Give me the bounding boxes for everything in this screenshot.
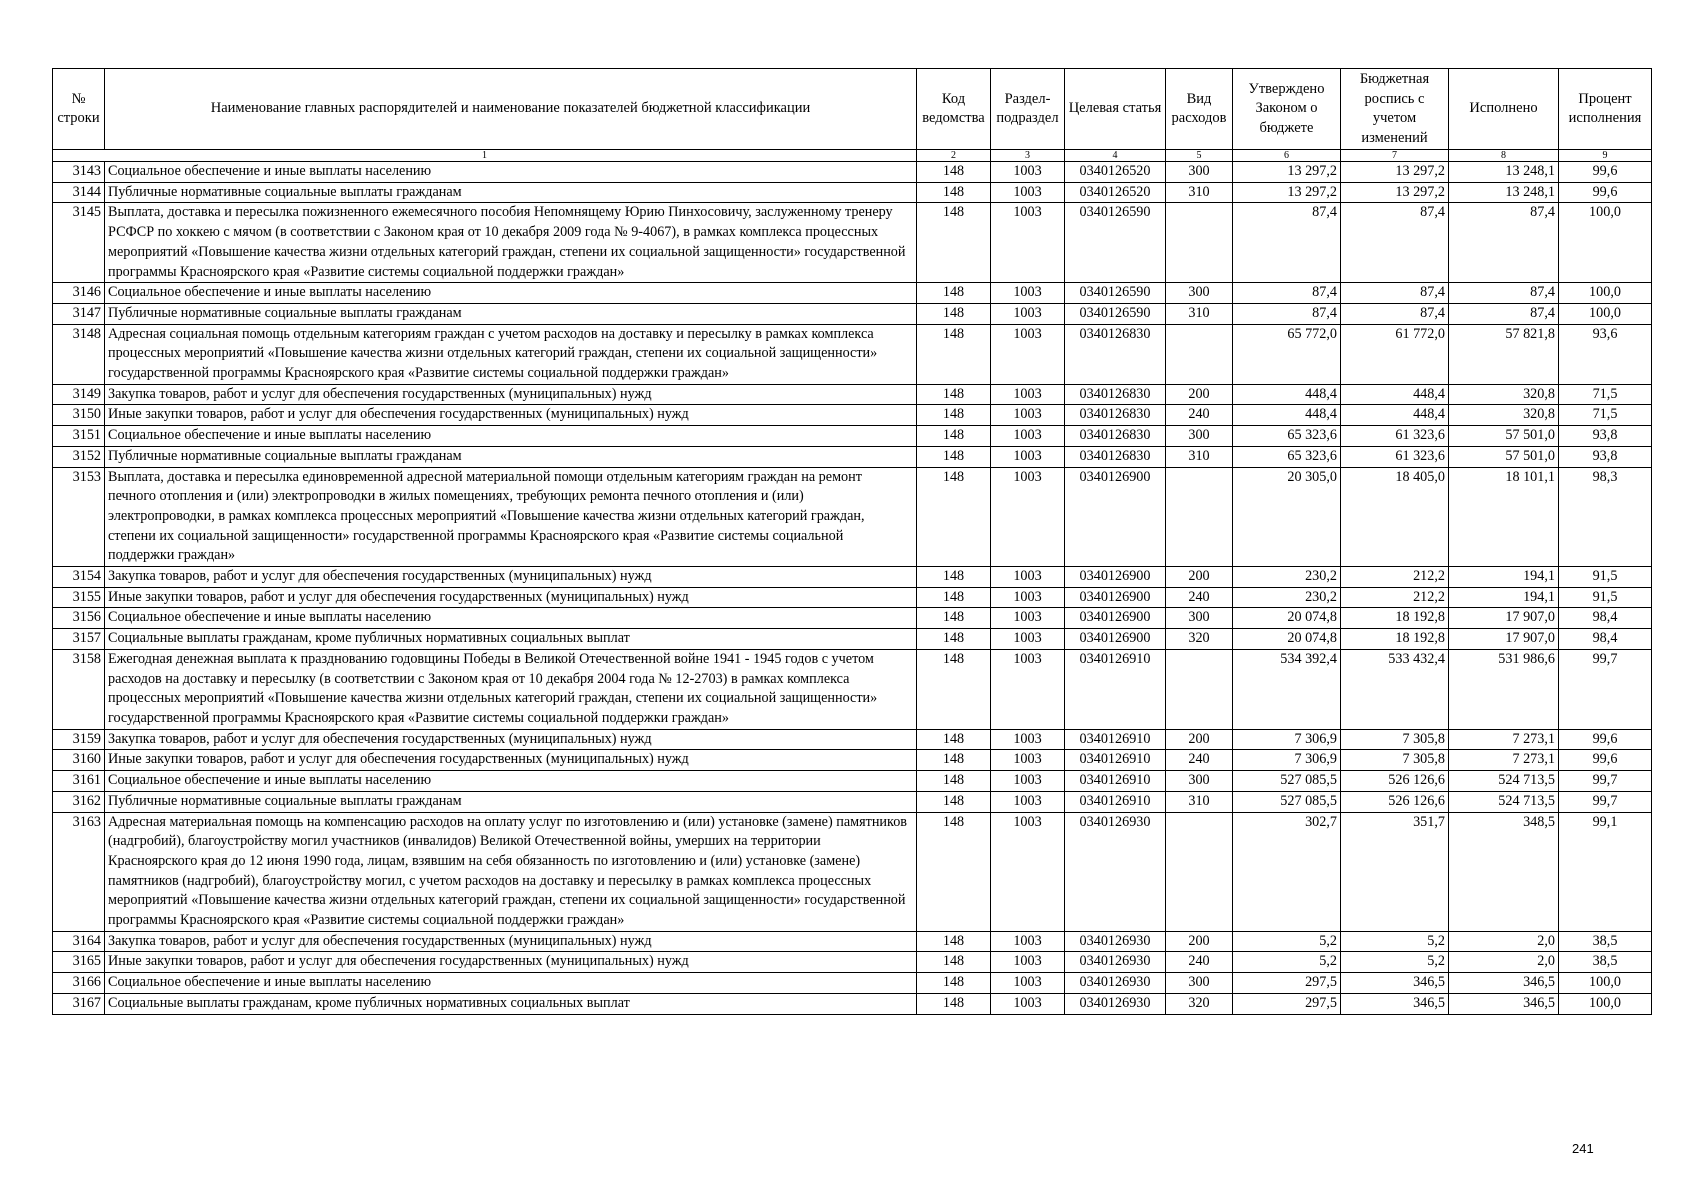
budget-amount: 212,2: [1341, 587, 1449, 608]
dept-code: 148: [917, 162, 991, 183]
section-code: 1003: [991, 587, 1065, 608]
section-code: 1003: [991, 729, 1065, 750]
target-article: 0340126910: [1065, 750, 1166, 771]
header-target-article: Целевая статья: [1065, 69, 1166, 150]
expense-type: [1166, 203, 1233, 283]
table-row: [53, 426, 1652, 447]
budget-amount: 5,2: [1341, 931, 1449, 952]
execution-percent: 38,5: [1559, 931, 1652, 952]
budget-amount: 346,5: [1341, 993, 1449, 1014]
execution-percent: 91,5: [1559, 587, 1652, 608]
executed-amount: 524 713,5: [1449, 771, 1559, 792]
execution-percent: 98,4: [1559, 608, 1652, 629]
approved-amount: 65 772,0: [1233, 324, 1341, 384]
table-row: [53, 182, 1652, 203]
row-name: Публичные нормативные социальные выплаты гражданам: [105, 303, 917, 324]
section-code: 1003: [991, 567, 1065, 588]
expense-type: 310: [1166, 446, 1233, 467]
expense-type: 240: [1166, 405, 1233, 426]
row-number: 3146: [53, 283, 105, 304]
section-code: 1003: [991, 812, 1065, 931]
approved-amount: 527 085,5: [1233, 771, 1341, 792]
target-article: 0340126910: [1065, 771, 1166, 792]
row-name: Закупка товаров, работ и услуг для обеспечения государственных (муниципальных) нужд: [105, 567, 917, 588]
target-article: 0340126900: [1065, 587, 1166, 608]
target-article: 0340126590: [1065, 203, 1166, 283]
budget-execution-table: [52, 68, 1652, 1015]
table-row: [53, 203, 1652, 283]
executed-amount: 87,4: [1449, 283, 1559, 304]
table-row: [53, 750, 1652, 771]
target-article: 0340126930: [1065, 952, 1166, 973]
target-article: 0340126930: [1065, 993, 1166, 1014]
executed-amount: 57 501,0: [1449, 426, 1559, 447]
row-name: Адресная социальная помощь отдельным категориям граждан с учетом расходов на доставку и пересылку в рамках комплекса процессных мероприятий «Повышение качества жизни отдельных категорий граждан, степени их социальной защищенности» государственной программы Красноярского края «Развитие системы социальной поддержки граждан»: [105, 324, 917, 384]
expense-type: 300: [1166, 771, 1233, 792]
section-code: 1003: [991, 931, 1065, 952]
section-code: 1003: [991, 283, 1065, 304]
expense-type: 310: [1166, 303, 1233, 324]
dept-code: 148: [917, 791, 991, 812]
table-row: [53, 931, 1652, 952]
header-expense-type: Вид расходов: [1166, 69, 1233, 150]
section-code: 1003: [991, 608, 1065, 629]
expense-type: 300: [1166, 608, 1233, 629]
dept-code: 148: [917, 426, 991, 447]
row-number: 3154: [53, 567, 105, 588]
execution-percent: 99,7: [1559, 771, 1652, 792]
section-code: 1003: [991, 303, 1065, 324]
dept-code: 148: [917, 182, 991, 203]
budget-amount: 13 297,2: [1341, 182, 1449, 203]
row-name: Социальное обеспечение и иные выплаты населению: [105, 162, 917, 183]
dept-code: 148: [917, 405, 991, 426]
header-name: Наименование главных распорядителей и наименование показателей бюджетной классификации: [105, 69, 917, 150]
approved-amount: 87,4: [1233, 303, 1341, 324]
execution-percent: 99,1: [1559, 812, 1652, 931]
table-row: [53, 384, 1652, 405]
budget-amount: 61 772,0: [1341, 324, 1449, 384]
row-name: Иные закупки товаров, работ и услуг для обеспечения государственных (муниципальных) нужд: [105, 587, 917, 608]
column-number: 8: [1449, 150, 1559, 162]
section-code: 1003: [991, 973, 1065, 994]
table-row: [53, 608, 1652, 629]
dept-code: 148: [917, 446, 991, 467]
row-number: 3161: [53, 771, 105, 792]
row-name: Социальное обеспечение и иные выплаты населению: [105, 771, 917, 792]
dept-code: 148: [917, 973, 991, 994]
executed-amount: 17 907,0: [1449, 608, 1559, 629]
row-name: Публичные нормативные социальные выплаты гражданам: [105, 446, 917, 467]
budget-amount: 5,2: [1341, 952, 1449, 973]
row-number: 3162: [53, 791, 105, 812]
executed-amount: 346,5: [1449, 973, 1559, 994]
dept-code: 148: [917, 324, 991, 384]
table-row: [53, 162, 1652, 183]
execution-percent: 100,0: [1559, 973, 1652, 994]
dept-code: 148: [917, 993, 991, 1014]
row-number: 3147: [53, 303, 105, 324]
row-number: 3150: [53, 405, 105, 426]
row-number: 3149: [53, 384, 105, 405]
section-code: 1003: [991, 162, 1065, 183]
execution-percent: 93,8: [1559, 446, 1652, 467]
executed-amount: 18 101,1: [1449, 467, 1559, 567]
dept-code: 148: [917, 283, 991, 304]
column-number: 6: [1233, 150, 1341, 162]
target-article: 0340126830: [1065, 384, 1166, 405]
approved-amount: 87,4: [1233, 203, 1341, 283]
column-number: 3: [991, 150, 1065, 162]
row-name: Выплата, доставка и пересылка единовременной адресной материальной помощи отдельным категориям граждан на ремонт печного отопления и (или) электропроводки в жилых помещениях, требующих ремонта печного отопления и (или) электропроводки, в рамках комплекса процессных мероприятий «Повышение качества жизни отдельных категорий граждан, степени их социальной защищенности» государственной программы Красноярского края «Развитие системы социальной поддержки граждан»: [105, 467, 917, 567]
table-row: [53, 446, 1652, 467]
budget-amount: 7 305,8: [1341, 729, 1449, 750]
execution-percent: 38,5: [1559, 952, 1652, 973]
approved-amount: 7 306,9: [1233, 750, 1341, 771]
executed-amount: 346,5: [1449, 993, 1559, 1014]
section-code: 1003: [991, 467, 1065, 567]
executed-amount: 524 713,5: [1449, 791, 1559, 812]
dept-code: 148: [917, 812, 991, 931]
section-code: 1003: [991, 384, 1065, 405]
execution-percent: 91,5: [1559, 567, 1652, 588]
execution-percent: 99,6: [1559, 729, 1652, 750]
execution-percent: 93,6: [1559, 324, 1652, 384]
row-number: 3157: [53, 629, 105, 650]
expense-type: [1166, 324, 1233, 384]
row-number: 3148: [53, 324, 105, 384]
budget-amount: 212,2: [1341, 567, 1449, 588]
header-section: Раздел-подраздел: [991, 69, 1065, 150]
target-article: 0340126930: [1065, 931, 1166, 952]
approved-amount: 20 074,8: [1233, 608, 1341, 629]
row-number: 3158: [53, 649, 105, 729]
dept-code: 148: [917, 203, 991, 283]
row-number: 3151: [53, 426, 105, 447]
section-code: 1003: [991, 649, 1065, 729]
row-name: Публичные нормативные социальные выплаты гражданам: [105, 791, 917, 812]
row-name: Адресная материальная помощь на компенсацию расходов на оплату услуг по изготовлению и (или) установке (замене) памятников (надгробий), благоустройству могил участников (инвалидов) Великой Отечественной войны, умерших на территории Красноярского края до 12 июня 1990 года, лицам, взявшим на себя обязанность по изготовлению и (или) установке (замене) памятников (надгробий), благоустройству могил, с учетом расходов на доставку и пересылку в рамках комплекса процессных мероприятий «Повышение качества жизни отдельных категорий граждан, степени их социальной защищенности» государственной программы Красноярского края «Развитие системы социальной поддержки граждан»: [105, 812, 917, 931]
dept-code: 148: [917, 608, 991, 629]
execution-percent: 99,6: [1559, 182, 1652, 203]
row-name: Социальные выплаты гражданам, кроме публичных нормативных социальных выплат: [105, 993, 917, 1014]
executed-amount: 320,8: [1449, 384, 1559, 405]
expense-type: 310: [1166, 791, 1233, 812]
approved-amount: 65 323,6: [1233, 446, 1341, 467]
table-row: [53, 771, 1652, 792]
row-number: 3160: [53, 750, 105, 771]
row-number: 3166: [53, 973, 105, 994]
dept-code: 148: [917, 567, 991, 588]
target-article: 0340126900: [1065, 567, 1166, 588]
table-row: [53, 791, 1652, 812]
expense-type: 200: [1166, 729, 1233, 750]
header-row-no: № строки: [53, 69, 105, 150]
execution-percent: 93,8: [1559, 426, 1652, 447]
row-name: Закупка товаров, работ и услуг для обеспечения государственных (муниципальных) нужд: [105, 931, 917, 952]
dept-code: 148: [917, 467, 991, 567]
expense-type: 200: [1166, 567, 1233, 588]
target-article: 0340126830: [1065, 426, 1166, 447]
row-name: Социальное обеспечение и иные выплаты населению: [105, 283, 917, 304]
executed-amount: 2,0: [1449, 931, 1559, 952]
dept-code: 148: [917, 649, 991, 729]
expense-type: [1166, 467, 1233, 567]
approved-amount: 87,4: [1233, 283, 1341, 304]
section-code: 1003: [991, 629, 1065, 650]
row-number: 3152: [53, 446, 105, 467]
column-number: 2: [917, 150, 991, 162]
target-article: 0340126590: [1065, 283, 1166, 304]
budget-amount: 13 297,2: [1341, 162, 1449, 183]
target-article: 0340126910: [1065, 791, 1166, 812]
execution-percent: 99,7: [1559, 649, 1652, 729]
row-name: Социальное обеспечение и иные выплаты населению: [105, 973, 917, 994]
approved-amount: 527 085,5: [1233, 791, 1341, 812]
table-row: [53, 405, 1652, 426]
execution-percent: 99,7: [1559, 791, 1652, 812]
target-article: 0340126910: [1065, 729, 1166, 750]
approved-amount: 534 392,4: [1233, 649, 1341, 729]
budget-amount: 18 192,8: [1341, 629, 1449, 650]
expense-type: 240: [1166, 587, 1233, 608]
table-row: [53, 993, 1652, 1014]
header-percent: Процент исполнения: [1559, 69, 1652, 150]
expense-type: 300: [1166, 426, 1233, 447]
row-name: Социальные выплаты гражданам, кроме публичных нормативных социальных выплат: [105, 629, 917, 650]
section-code: 1003: [991, 791, 1065, 812]
row-number: 3145: [53, 203, 105, 283]
target-article: 0340126900: [1065, 608, 1166, 629]
row-number: 3143: [53, 162, 105, 183]
table-row: [53, 649, 1652, 729]
column-number: 7: [1341, 150, 1449, 162]
row-name: Закупка товаров, работ и услуг для обеспечения государственных (муниципальных) нужд: [105, 384, 917, 405]
budget-amount: 351,7: [1341, 812, 1449, 931]
expense-type: 320: [1166, 993, 1233, 1014]
execution-percent: 99,6: [1559, 162, 1652, 183]
execution-percent: 100,0: [1559, 203, 1652, 283]
expense-type: [1166, 812, 1233, 931]
target-article: 0340126930: [1065, 973, 1166, 994]
executed-amount: 57 821,8: [1449, 324, 1559, 384]
section-code: 1003: [991, 750, 1065, 771]
header-row: [53, 69, 1652, 150]
row-number: 3163: [53, 812, 105, 931]
table-row: [53, 812, 1652, 931]
target-article: 0340126900: [1065, 629, 1166, 650]
execution-percent: 100,0: [1559, 993, 1652, 1014]
row-number: 3167: [53, 993, 105, 1014]
approved-amount: 13 297,2: [1233, 162, 1341, 183]
approved-amount: 13 297,2: [1233, 182, 1341, 203]
target-article: 0340126830: [1065, 324, 1166, 384]
dept-code: 148: [917, 303, 991, 324]
row-name: Иные закупки товаров, работ и услуг для обеспечения государственных (муниципальных) нужд: [105, 750, 917, 771]
expense-type: 300: [1166, 283, 1233, 304]
approved-amount: 230,2: [1233, 567, 1341, 588]
row-number: 3155: [53, 587, 105, 608]
executed-amount: 2,0: [1449, 952, 1559, 973]
dept-code: 148: [917, 771, 991, 792]
executed-amount: 194,1: [1449, 567, 1559, 588]
row-number: 3164: [53, 931, 105, 952]
expense-type: 200: [1166, 931, 1233, 952]
approved-amount: 448,4: [1233, 405, 1341, 426]
approved-amount: 7 306,9: [1233, 729, 1341, 750]
row-number: 3165: [53, 952, 105, 973]
table-row: [53, 629, 1652, 650]
execution-percent: 99,6: [1559, 750, 1652, 771]
expense-type: [1166, 649, 1233, 729]
column-number-row: [53, 150, 1652, 162]
budget-amount: 18 405,0: [1341, 467, 1449, 567]
expense-type: 200: [1166, 384, 1233, 405]
row-number: 3144: [53, 182, 105, 203]
executed-amount: 531 986,6: [1449, 649, 1559, 729]
execution-percent: 71,5: [1559, 384, 1652, 405]
approved-amount: 297,5: [1233, 973, 1341, 994]
row-name: Ежегодная денежная выплата к празднованию годовщины Победы в Великой Отечественной войне 1941 - 1945 годов с учетом расходов на доставку и пересылку (в соответствии с Законом края от 10 декабря 2004 года № 12-2703) в рамках комплекса процессных мероприятий «Повышение качества жизни отдельных категорий граждан, степени их социальной защищенности» государственной программы Красноярского края «Развитие системы социальной поддержки граждан»: [105, 649, 917, 729]
executed-amount: 320,8: [1449, 405, 1559, 426]
expense-type: 310: [1166, 182, 1233, 203]
dept-code: 148: [917, 729, 991, 750]
expense-type: 300: [1166, 162, 1233, 183]
budget-amount: 87,4: [1341, 203, 1449, 283]
header-budget-schedule: Бюджетная роспись с учетом изменений: [1341, 69, 1449, 150]
budget-amount: 61 323,6: [1341, 446, 1449, 467]
row-name: Публичные нормативные социальные выплаты гражданам: [105, 182, 917, 203]
row-number: 3159: [53, 729, 105, 750]
dept-code: 148: [917, 587, 991, 608]
dept-code: 148: [917, 384, 991, 405]
executed-amount: 13 248,1: [1449, 182, 1559, 203]
budget-amount: 18 192,8: [1341, 608, 1449, 629]
section-code: 1003: [991, 952, 1065, 973]
table-row: [53, 952, 1652, 973]
execution-percent: 100,0: [1559, 303, 1652, 324]
table-row: [53, 587, 1652, 608]
section-code: 1003: [991, 446, 1065, 467]
dept-code: 148: [917, 952, 991, 973]
executed-amount: 7 273,1: [1449, 750, 1559, 771]
row-name: Закупка товаров, работ и услуг для обеспечения государственных (муниципальных) нужд: [105, 729, 917, 750]
approved-amount: 5,2: [1233, 952, 1341, 973]
target-article: 0340126910: [1065, 649, 1166, 729]
target-article: 0340126520: [1065, 162, 1166, 183]
approved-amount: 297,5: [1233, 993, 1341, 1014]
column-number: 1: [53, 150, 917, 162]
row-name: Иные закупки товаров, работ и услуг для обеспечения государственных (муниципальных) нужд: [105, 405, 917, 426]
executed-amount: 57 501,0: [1449, 446, 1559, 467]
row-number: 3153: [53, 467, 105, 567]
target-article: 0340126830: [1065, 446, 1166, 467]
table-row: [53, 973, 1652, 994]
row-name: Иные закупки товаров, работ и услуг для обеспечения государственных (муниципальных) нужд: [105, 952, 917, 973]
table-row: [53, 729, 1652, 750]
row-name: Выплата, доставка и пересылка пожизненного ежемесячного пособия Непомнящему Юрию Пинхосовичу, заслуженному тренеру РСФСР по хоккею с мячом (в соответствии с Законом края от 10 декабря 2009 года № 9-4067), в рамках комплекса процессных мероприятий «Повышение качества жизни отдельных категорий граждан, степени их социальной защищенности» государственной программы Красноярского края «Развитие системы социальной поддержки граждан»: [105, 203, 917, 283]
budget-amount: 61 323,6: [1341, 426, 1449, 447]
row-name: Социальное обеспечение и иные выплаты населению: [105, 426, 917, 447]
column-number: 5: [1166, 150, 1233, 162]
table-row: [53, 303, 1652, 324]
target-article: 0340126520: [1065, 182, 1166, 203]
budget-amount: 448,4: [1341, 405, 1449, 426]
executed-amount: 87,4: [1449, 303, 1559, 324]
budget-amount: 87,4: [1341, 283, 1449, 304]
budget-amount: 526 126,6: [1341, 771, 1449, 792]
target-article: 0340126590: [1065, 303, 1166, 324]
target-article: 0340126830: [1065, 405, 1166, 426]
execution-percent: 71,5: [1559, 405, 1652, 426]
executed-amount: 13 248,1: [1449, 162, 1559, 183]
execution-percent: 100,0: [1559, 283, 1652, 304]
target-article: 0340126930: [1065, 812, 1166, 931]
approved-amount: 448,4: [1233, 384, 1341, 405]
executed-amount: 7 273,1: [1449, 729, 1559, 750]
table-row: [53, 467, 1652, 567]
table-body: [53, 162, 1652, 1015]
budget-amount: 526 126,6: [1341, 791, 1449, 812]
section-code: 1003: [991, 771, 1065, 792]
page-number: 241: [1572, 1141, 1594, 1156]
section-code: 1003: [991, 993, 1065, 1014]
executed-amount: 87,4: [1449, 203, 1559, 283]
approved-amount: 20 305,0: [1233, 467, 1341, 567]
table-row: [53, 324, 1652, 384]
executed-amount: 348,5: [1449, 812, 1559, 931]
budget-amount: 346,5: [1341, 973, 1449, 994]
header-dept-code: Код ведомства: [917, 69, 991, 150]
dept-code: 148: [917, 750, 991, 771]
target-article: 0340126900: [1065, 467, 1166, 567]
budget-amount: 7 305,8: [1341, 750, 1449, 771]
approved-amount: 230,2: [1233, 587, 1341, 608]
execution-percent: 98,3: [1559, 467, 1652, 567]
executed-amount: 194,1: [1449, 587, 1559, 608]
header-executed: Исполнено: [1449, 69, 1559, 150]
section-code: 1003: [991, 405, 1065, 426]
budget-amount: 533 432,4: [1341, 649, 1449, 729]
row-number: 3156: [53, 608, 105, 629]
expense-type: 320: [1166, 629, 1233, 650]
execution-percent: 98,4: [1559, 629, 1652, 650]
approved-amount: 302,7: [1233, 812, 1341, 931]
column-number: 4: [1065, 150, 1166, 162]
budget-amount: 87,4: [1341, 303, 1449, 324]
dept-code: 148: [917, 629, 991, 650]
approved-amount: 20 074,8: [1233, 629, 1341, 650]
row-name: Социальное обеспечение и иные выплаты населению: [105, 608, 917, 629]
executed-amount: 17 907,0: [1449, 629, 1559, 650]
section-code: 1003: [991, 182, 1065, 203]
approved-amount: 5,2: [1233, 931, 1341, 952]
header-approved: Утверждено Законом о бюджете: [1233, 69, 1341, 150]
section-code: 1003: [991, 324, 1065, 384]
table-row: [53, 283, 1652, 304]
approved-amount: 65 323,6: [1233, 426, 1341, 447]
dept-code: 148: [917, 931, 991, 952]
expense-type: 240: [1166, 750, 1233, 771]
budget-amount: 448,4: [1341, 384, 1449, 405]
column-number: 9: [1559, 150, 1652, 162]
expense-type: 240: [1166, 952, 1233, 973]
expense-type: 300: [1166, 973, 1233, 994]
section-code: 1003: [991, 203, 1065, 283]
section-code: 1003: [991, 426, 1065, 447]
table-row: [53, 567, 1652, 588]
